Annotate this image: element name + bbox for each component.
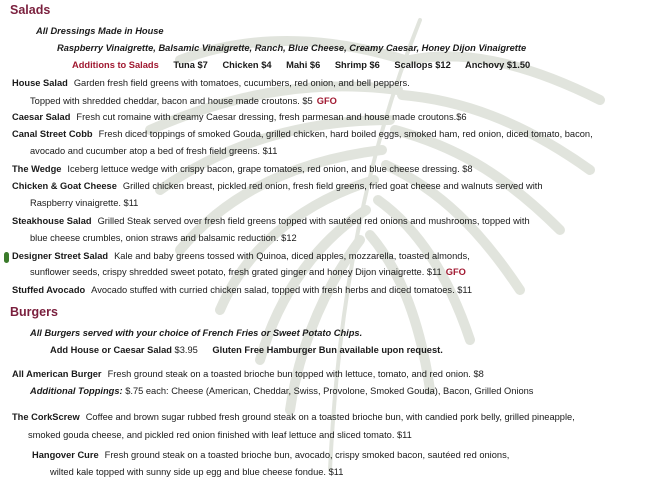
toppings-label: Additional Toppings: (30, 386, 123, 396)
item-name: Chicken & Goat Cheese (12, 181, 117, 191)
item-description: Grilled Steak served over fresh field greens topped with sautéed red onions and mushrooms, topped with (97, 216, 530, 226)
menu-item-the-corkscrew (12, 411, 575, 423)
addition-name: Mahi (286, 60, 308, 70)
dressings-list: Raspberry Vinaigrette, Balsamic Vinaigrette, Ranch, Blue Cheese, Creamy Caesar, Honey Dijon Vinaigrette (57, 43, 527, 53)
addition-price: $4 (261, 60, 272, 70)
gfo-tag: GFO (316, 96, 337, 106)
addition-price: $12 (435, 60, 451, 70)
item-name: Hangover Cure (32, 450, 99, 460)
menu-item-designer-street-salad (12, 250, 470, 262)
menu-item-steakhouse-salad (12, 215, 530, 227)
menu-item-hangover-cure (32, 449, 509, 461)
item-description-cont: blue cheese crumbles, onion straws and balsamic reduction. $12 (30, 233, 297, 243)
salads-heading: Salads (10, 3, 51, 17)
menu-item-canal-street-cobb (12, 128, 593, 140)
item-name: The CorkScrew (12, 412, 80, 422)
item-description: Topped with shredded cheddar, bacon and house made croutons. $5 (30, 96, 313, 106)
menu-item-caesar-salad (12, 111, 467, 123)
add-salad-price: $3.95 (174, 345, 198, 355)
gfo-tag: GFO (445, 267, 466, 277)
item-description: Avocado stuffed with curried chicken salad, topped with fresh herbs and diced tomatoes. $11 (91, 285, 473, 295)
addition-price: $6 (369, 60, 380, 70)
addition-price: $6 (309, 60, 321, 70)
item-description: Fresh cut romaine with creamy Caesar dressing, fresh parmesan and house made croutons.$6 (76, 112, 467, 122)
dressings-title: All Dressings Made in House (36, 26, 164, 36)
burgers-heading: Burgers (10, 305, 58, 319)
additions-label: Additions to Salads (72, 60, 159, 70)
menu-item-stuffed-avocado (12, 284, 472, 296)
addition-name: Scallops (394, 60, 433, 70)
item-description-cont: wilted kale topped with sunny side up egg and blue cheese fondue. $11 (50, 467, 344, 477)
menu-item-house-salad (12, 77, 410, 89)
item-description: Garden fresh field greens with tomatoes, cucumbers, red onion, and bell peppers. (73, 78, 410, 88)
item-description: Iceberg lettuce wedge with crispy bacon, grape tomatoes, red onion, and blue cheese dressing. $8 (67, 164, 473, 174)
menu-item-chicken-goat-cheese (12, 180, 543, 192)
toppings-text: $.75 each: Cheese (American, Cheddar, Swiss, Provolone, Smoked Gouda), Bacon, Grilled Onions (125, 386, 534, 396)
menu-item-all-american-burger (12, 368, 484, 380)
item-description: Coffee and brown sugar rubbed fresh ground steak on a toasted brioche bun, with candied pork belly, grilled pineapple, (85, 412, 575, 422)
additions-row (72, 59, 530, 71)
addition-name: Anchovy (465, 60, 505, 70)
addition-price: $7 (197, 60, 208, 70)
item-name: All American Burger (12, 369, 102, 379)
item-description-cont (30, 95, 337, 107)
burgers-add-ons (50, 344, 443, 356)
addition-name: Tuna (173, 60, 195, 70)
item-name: House Salad (12, 78, 68, 88)
addition-name: Chicken (222, 60, 259, 70)
item-description-cont: smoked gouda cheese, and pickled red onion finished with leaf lettuce and sliced tomato. $11 (28, 430, 412, 440)
item-description: Fresh ground steak on a toasted brioche bun, avocado, crispy smoked bacon, sautéed red onions, (104, 450, 510, 460)
additional-toppings (30, 385, 533, 397)
burgers-note: All Burgers served with your choice of French Fries or Sweet Potato Chips. (30, 328, 363, 338)
item-name: Canal Street Cobb (12, 129, 93, 139)
addition-name: Shrimp (334, 60, 367, 70)
item-description-cont (30, 266, 466, 278)
item-name: Steakhouse Salad (12, 216, 92, 226)
menu-item-the-wedge (12, 163, 473, 175)
item-name: Designer Street Salad (12, 251, 109, 261)
gluten-free-bun-note: Gluten Free Hamburger Bun available upon request. (212, 345, 443, 355)
add-salad-label: Add House or Caesar Salad (50, 345, 172, 355)
item-name: Stuffed Avocado (12, 285, 86, 295)
addition-price: $1.50 (506, 60, 531, 70)
item-name: Caesar Salad (12, 112, 71, 122)
item-description: Kale and baby greens tossed with Quinoa, diced apples, mozzarella, toasted almonds, (114, 251, 470, 261)
item-description-cont: avocado and cucumber atop a bed of fresh field greens. $11 (30, 146, 278, 156)
item-description: Fresh ground steak on a toasted brioche bun topped with lettuce, tomato, and red onion. $8 (107, 369, 484, 379)
item-name: The Wedge (12, 164, 62, 174)
item-description: Fresh diced toppings of smoked Gouda, grilled chicken, hard boiled eggs, smoked ham, red onion, diced tomato, bacon, (98, 129, 593, 139)
item-description: sunflower seeds, crispy shredded sweet potato, fresh grated ginger and honey Dijon vinaigrette. $11 (30, 267, 442, 277)
item-description: Grilled chicken breast, pickled red onion, fresh field greens, fried goat cheese and walnuts served with (122, 181, 543, 191)
leaf-bullet-icon (4, 252, 9, 263)
item-description-cont: Raspberry vinaigrette. $11 (30, 198, 139, 208)
